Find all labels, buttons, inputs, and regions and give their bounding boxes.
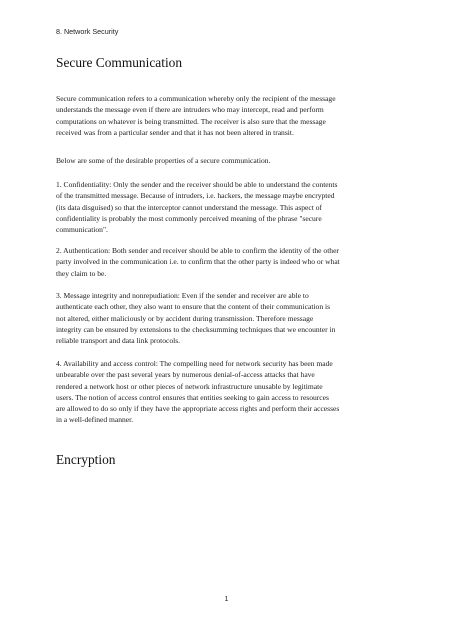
text-line: 3. Message integrity and nonrepudiation: Even if the sender and receiver are able to — [56, 291, 309, 300]
text-line: party involved in the communication i.e. to confirm that the other party is indeed who or what — [56, 257, 340, 267]
text-line: in a well-defined manner. — [56, 415, 134, 425]
text-line: 1. Confidentiality: Only the sender and the receiver should be able to understand the contents — [56, 180, 338, 189]
text-line: computations on whatever is being transmitted. The receiver is also sure that the message — [56, 116, 326, 126]
text-line: confidentiality is probably the most commonly perceived meaning of the phrase "secure — [56, 213, 322, 223]
text-line: understands the message even if there are intruders who may intercept, read and perform — [56, 105, 324, 115]
text-line: 4. Availability and access control: The compelling need for network security has been made — [56, 359, 333, 368]
text-line: (its data disguised) so that the interceptor cannot understand the message. This aspect of — [56, 202, 323, 212]
intro-paragraph — [56, 93, 402, 138]
text-line: received was from a particular sender and that it has not been altered in transit. — [56, 127, 294, 137]
text-line: users. The notion of access control ensures that entities seeking to gain access to resources — [56, 392, 329, 402]
text-line: integrity can be ensured by extensions to the checksumming techniques that we encounter in — [56, 324, 336, 334]
running-header: 8. Network Security — [56, 27, 119, 36]
text-line: are allowed to do so only if they have the appropriate access rights and perform their accesses — [56, 404, 340, 414]
text-line: Below are some of the desirable properties of a secure communication. — [56, 156, 271, 165]
page-number: 1 — [224, 596, 229, 603]
property-availability — [56, 358, 402, 426]
text-line: unbearable over the past several years by numerous denial-of-access attacks that have — [56, 370, 315, 380]
text-line: of the transmitted message. Because of intruders, i.e. hackers, the message maybe encrypted — [56, 191, 335, 201]
text-line: Secure communication refers to a communication whereby only the recipient of the message — [56, 94, 336, 103]
text-line: not altered, either maliciously or by accident during transmission. Therefore message — [56, 313, 314, 323]
property-authentication — [56, 245, 402, 279]
section-title-secure-communication: Secure Communication — [56, 55, 183, 70]
properties-intro — [56, 155, 402, 166]
section-title-encryption: Encryption — [56, 452, 116, 467]
text-line: authenticate each other, they also want to ensure that the content of their communication is — [56, 302, 331, 312]
text-line: 2. Authentication: Both sender and receiver should be able to confirm the identity of the other — [56, 246, 339, 255]
text-line: reliable transport and data link protocols. — [56, 336, 181, 346]
text-line: communication". — [56, 225, 108, 235]
property-message-integrity — [56, 290, 402, 346]
property-confidentiality — [56, 179, 402, 235]
text-line: rendered a network host or other pieces of network infrastructure unusable by legitimate — [56, 381, 323, 391]
text-line: they claim to be. — [56, 268, 107, 278]
